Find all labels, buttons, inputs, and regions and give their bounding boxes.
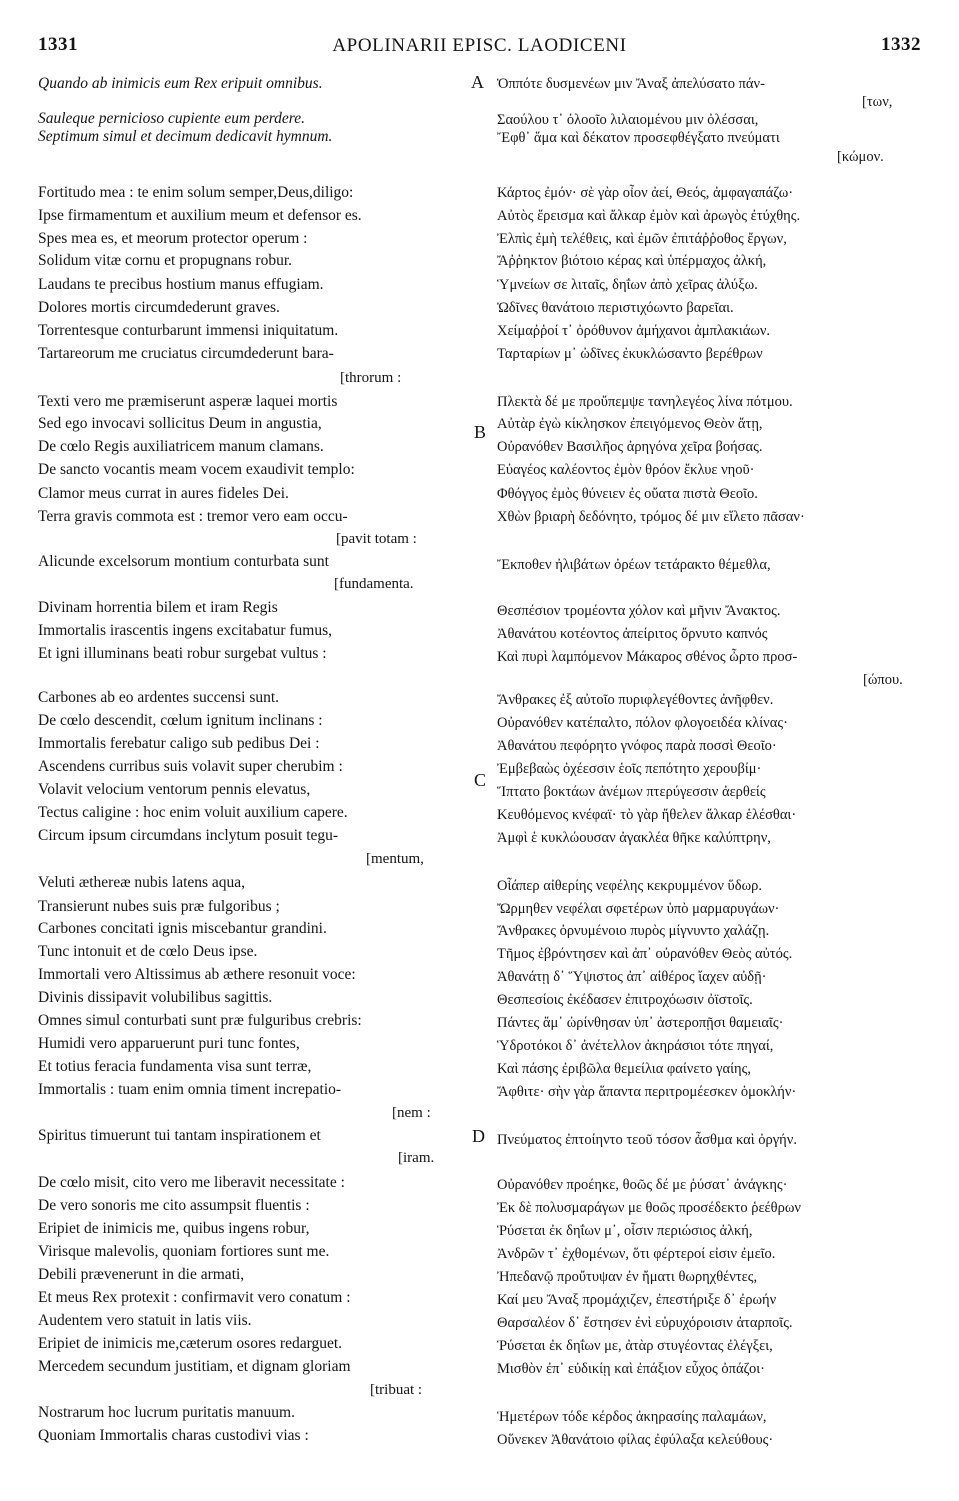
latin-line-continuation: [mentum, [366, 851, 424, 867]
latin-line: Tunc intonuit et de cœlo Deus ipse. [38, 943, 258, 960]
latin-line: Spes mea es, et meorum protector operum : [38, 230, 308, 247]
greek-line: Ὁππότε δυσμενέων μιν Ἄναξ ἀπελύσατο πάν- [497, 76, 765, 92]
latin-line: Transierunt nubes suis præ fulgoribus ; [38, 898, 280, 915]
greek-line: Ἄφθιτε· σὴν γὰρ ἅπαντα περιτρομέεσκεν ὁμοκλήν· [497, 1084, 797, 1100]
latin-line: Immortali vero Altissimus ab æthere resonuit voce: [38, 966, 356, 983]
greek-line: Θεσπεσίοις ἐκέδασεν ἐπιτροχόωσιν ὀϊστοῖς. [497, 992, 753, 1008]
page-number-left: 1331 [38, 34, 78, 55]
latin-line: Sauleque pernicioso cupiente eum perdere. [38, 110, 306, 127]
latin-line-continuation: [nem : [392, 1105, 431, 1121]
latin-line: Immortalis ferebatur caligo sub pedibus Dei : [38, 735, 320, 752]
greek-line: Ἄνθρακες ἐξ αὐτοῖο πυριφλεγέθοντες ἀνῆφθεν. [497, 692, 774, 708]
latin-line: Dolores mortis circumdederunt graves. [38, 299, 280, 316]
greek-line: Ὑδροτόκοι δ᾿ ἀνέτελλον ἀκηράσιοι τότε πηγαί, [497, 1038, 774, 1054]
latin-line: Et meus Rex protexit : confirmavit vero conatum : [38, 1289, 351, 1306]
greek-line: Χείμαῤῥοί τ᾿ ὀρόθυνον ἀμήχανοι ἀμπλακιάων. [497, 323, 771, 339]
latin-line-continuation: [fundamenta. [334, 576, 414, 592]
page-number-right: 1332 [881, 34, 921, 55]
section-marker: B [474, 422, 487, 442]
latin-line: Ipse firmamentum et auxilium meum et defensor es. [38, 207, 362, 224]
greek-line: Ἄῤῥηκτον βιότοιο κέρας καὶ ὑπέρμαχος ἀλκή, [497, 253, 767, 269]
latin-line: Veluti æthereæ nubis latens aqua, [38, 874, 246, 891]
latin-line: Debili prævenerunt in die armati, [38, 1266, 245, 1283]
latin-line: Carbones ab eo ardentes succensi sunt. [38, 689, 280, 706]
greek-line: Οὕνεκεν Ἀθανάτοιο φίλας ἐφύλαξα κελεύθους· [497, 1432, 774, 1448]
section-marker: C [474, 770, 487, 790]
greek-line: Οὐρανόθεν κατέπαλτο, πόλον φλογοειδέα κλίνας· [497, 715, 788, 731]
latin-line: Torrentesque conturbarunt immensi iniquitatum. [38, 322, 339, 339]
greek-line: Ἠπεδανῷ προὔτυψαν ἐν ἤματι θωρηχθέντες, [497, 1269, 758, 1285]
latin-line: Immortalis : tuam enim omnia timent increpatio- [38, 1081, 342, 1098]
latin-line-continuation: [pavit totam : [336, 531, 417, 547]
greek-line: Οὐρανόθεν Βασιλῆος ἀρηγόνα χεῖρα βοήσας. [497, 439, 763, 455]
greek-line: Ἔκποθεν ἠλιβάτων ὀρέων τετάρακτο θέμεθλα, [497, 557, 771, 573]
latin-line: Alicunde excelsorum montium conturbata sunt [38, 553, 329, 570]
latin-line: Sed ego invocavi sollicitus Deum in angustia, [38, 415, 322, 432]
greek-line: Ἵπτατο βοκτάων ἀνέμων πτερύγεσσιν ἀερθείς [497, 784, 766, 800]
latin-line: Septimum simul et decimum dedicavit hymnum. [38, 128, 333, 145]
greek-line: Θεσπέσιον τρομέοντα χόλον καὶ μῆνιν Ἄνακτος. [497, 603, 781, 619]
latin-line: Et totius feracia fundamenta visa sunt terræ, [38, 1058, 312, 1075]
latin-line: Mercedem secundum justitiam, et dignam gloriam [38, 1358, 351, 1375]
greek-line-continuation: [κώμον. [837, 149, 884, 165]
latin-line: Ascendens curribus suis volavit super cherubim : [38, 758, 343, 775]
greek-line: Οἷάπερ αἰθερίης νεφέλης κεκρυμμένον ὕδωρ. [497, 878, 762, 894]
greek-line: Ταρταρίων μ᾿ ὠδῖνες ἐκυκλώσαντο βερέθρων [497, 346, 763, 362]
greek-line: Ὤρμηθεν νεφέλαι σφετέρων ὑπὸ μαρμαρυγάων· [497, 901, 780, 917]
latin-line-continuation: [throrum : [340, 370, 402, 386]
latin-line: Solidum vitæ cornu et propugnans robur. [38, 252, 293, 269]
greek-line-continuation: [των, [862, 94, 893, 110]
greek-line: Τῆμος ἐβρόντησεν καὶ ἀπ᾿ οὐρανόθεν Θεὸς αὐτός. [497, 946, 793, 962]
latin-line: Eripiet de inimicis me,cæterum osores redarguet. [38, 1335, 343, 1352]
greek-line: Καὶ πάσης ἐριβῶλα θεμείλια φαίνετο γαίης, [497, 1061, 751, 1077]
latin-line: Nostrarum hoc lucrum puritatis manuum. [38, 1404, 295, 1421]
latin-line: De sancto vocantis meam vocem exaudivit templo: [38, 461, 355, 478]
latin-line: Omnes simul conturbati sunt præ fulguribus crebris: [38, 1012, 362, 1029]
greek-line: Θαρσαλέον δ᾿ ἔστησεν ἐνὶ εὐρυχόροισιν ἀταρποῖς. [497, 1315, 793, 1331]
section-marker: D [472, 1126, 485, 1146]
latin-line: Carbones concitati ignis miscebantur grandini. [38, 920, 327, 937]
greek-line: Αὐτὰρ ἐγὼ κίκλησκον ἐπειγόμενος Θεὸν ἄτῃ, [497, 416, 763, 432]
latin-line: Clamor meus currat in aures fideles Dei. [38, 485, 289, 502]
greek-line: Ἀθανάτῃ δ᾿ Ὕψιστος ἀπ᾿ αἰθέρος ἴαχεν αὐδῇ· [497, 969, 767, 985]
greek-line: Ἔφθ᾿ ἅμα καὶ δέκατον προσεφθέγξατο πνεύματι [497, 130, 780, 146]
greek-line: Πάντες ἅμ᾿ ὠρίνθησαν ὑπ᾿ ἀστεροπῇσι θαμειαῖς· [497, 1015, 784, 1031]
greek-line: Μισθὸν ἐπ᾿ εὐδικίῃ καὶ ἐπάξιον εὖχος ὀπάζοι· [497, 1361, 765, 1377]
greek-line: Ἀμφὶ ἑ κυκλώουσαν ἀγακλέα θῆκε καλύπτρην, [497, 830, 771, 846]
latin-line: Divinis dissipavit volubilibus sagittis. [38, 989, 273, 1006]
latin-line: De cœlo Regis auxiliatricem manum clamans. [38, 438, 324, 455]
latin-line: De cœlo descendit, cœlum ignitum inclinans : [38, 712, 323, 729]
latin-line: Volavit velocium ventorum pennis elevatus, [38, 781, 311, 798]
greek-line: Ἐκ δὲ πολυσμαράγων με θοῶς προσέδεκτο ῥεέθρων [497, 1200, 801, 1216]
latin-line-continuation: [iram. [398, 1150, 435, 1166]
latin-line: Et igni illuminans beati robur surgebat vultus : [38, 645, 327, 662]
greek-line: Ὠδῖνες θανάτοιο περιστιχόωντο βαρεῖαι. [497, 300, 734, 316]
latin-line: Quando ab inimicis eum Rex eripuit omnibus. [38, 75, 323, 92]
latin-line: De vero sonoris me cito assumpsit fluentis : [38, 1197, 310, 1214]
greek-line: Ὑμνείων σε λιταῖς, δηΐων ἀπὸ χεῖρας ἀλύξω. [497, 277, 758, 293]
greek-line: Φθόγγος ἐμὸς θύνειεν ἐς οὔατα πιστὰ Θεοῖο. [497, 486, 758, 502]
greek-line: Ἀνδρῶν τ᾿ ἐχθομένων, ὅτι φέρτεροί εἰσιν ἐμεῖο. [497, 1246, 776, 1262]
section-marker: A [471, 72, 484, 92]
greek-line: Ἀθανάτου πεφόρητο γνόφος παρὰ ποσσὶ Θεοῖο· [497, 738, 777, 754]
latin-line: Quoniam Immortalis charas custodivi vias : [38, 1427, 309, 1444]
greek-line: Ἐλπὶς ἐμὴ τελέθεις, καὶ ἐμῶν ἐπιτάῤῥοθος ἔργων, [497, 231, 787, 247]
greek-line: Χθὼν βριαρὴ δεδόνητο, τρόμος δέ μιν εἵλετο πᾶσαν· [497, 509, 805, 525]
running-title: APOLINARII EPISC. LAODICENI [332, 35, 627, 56]
greek-line-continuation: [ώπου. [863, 672, 903, 688]
latin-line: Spiritus timuerunt tui tantam inspirationem et [38, 1127, 321, 1144]
latin-line: Tectus caligine : hoc enim voluit auxilium capere. [38, 804, 348, 821]
greek-line: Ἀθανάτου κοτέοντος ἀπείριτος ὄρνυτο καπνός [497, 626, 768, 642]
latin-line: Virisque malevolis, quoniam fortiores sunt me. [38, 1243, 330, 1260]
greek-line: Καί μευ Ἄναξ προμάχιζεν, ἐπεστήριξε δ᾿ ἐρωήν [497, 1292, 777, 1308]
latin-line: Laudans te precibus hostium manus effugiam. [38, 276, 324, 293]
greek-line: Ἡμετέρων τόδε κέρδος ἀκηρασίης παλαμάων, [497, 1409, 767, 1425]
latin-line: Eripiet de inimicis me, quibus ingens robur, [38, 1220, 310, 1237]
greek-line: Κάρτος ἐμόν· σὲ γὰρ οἶον ἀεί, Θεός, ἀμφαγαπάζω· [497, 185, 794, 201]
greek-line: Πνεύματος ἐπτοίηντο τεοῦ τόσον ἆσθμα καὶ ὀργήν. [497, 1132, 797, 1148]
greek-line: Ἄνθρακες ὀρνυμένοιο πυρὸς μίγνυντο χαλάζῃ. [497, 923, 770, 939]
greek-line: Πλεκτὰ δέ με προὔπεμψε τανηλεγέος λίνα πότμου. [497, 394, 793, 410]
greek-line: Ῥύσεται ἐκ δηΐων μ᾿, οἷσιν περιώσιος ἀλκή, [497, 1223, 753, 1239]
greek-line: Ῥύσεται ἐκ δηΐων με, ἀτὰρ στυγέοντας ἐλέγξει, [497, 1338, 773, 1354]
latin-line: Fortitudo mea : te enim solum semper,Deus,diligo: [38, 184, 354, 201]
latin-line: Divinam horrentia bilem et iram Regis [38, 599, 278, 616]
greek-line: Εὐαγέος καλέοντος ἐμὸν θρόον ἔκλυε νηοῦ· [497, 462, 755, 478]
latin-line: Audentem vero statuit in latis viis. [38, 1312, 252, 1329]
greek-line: Κευθόμενος κνέφαϊ· τὸ γὰρ ἤθελεν ἄλκαρ ἑλέσθαι· [497, 807, 797, 823]
greek-line: Οὐρανόθεν προέηκε, θοῶς δέ με ῥύσατ᾿ ἀνάγκης· [497, 1177, 788, 1193]
latin-line-continuation: [tribuat : [370, 1382, 423, 1398]
latin-line: Humidi vero apparuerunt puri tunc fontes, [38, 1035, 300, 1052]
latin-line: Circum ipsum circumdans inclytum posuit tegu- [38, 827, 339, 844]
latin-line: Texti vero me præmiserunt asperæ laquei mortis [38, 393, 338, 410]
latin-line: Tartareorum me cruciatus circumdederunt bara- [38, 345, 334, 362]
greek-line: Σαούλου τ᾿ ὀλοοῖο λιλαιομένου μιν ὀλέσσαι, [497, 112, 759, 128]
latin-line: Immortalis irascentis ingens excitabatur fumus, [38, 622, 332, 639]
greek-line: Αὐτὸς ἔρεισμα καὶ ἄλκαρ ἐμὸν καὶ ἀρωγὸς ἐτύχθης. [497, 208, 801, 224]
greek-line: Καὶ πυρὶ λαμπόμενον Μάκαρος σθένος ὦρτο προσ- [497, 649, 798, 665]
latin-line: Terra gravis commota est : tremor vero eam occu- [38, 508, 348, 525]
latin-line: De cœlo misit, cito vero me liberavit necessitate : [38, 1174, 345, 1191]
greek-line: Ἐμβεβαὼς ὀχέεσσιν ἑοῖς πεπότητο χερουβίμ· [497, 761, 762, 777]
page-header [38, 34, 921, 64]
